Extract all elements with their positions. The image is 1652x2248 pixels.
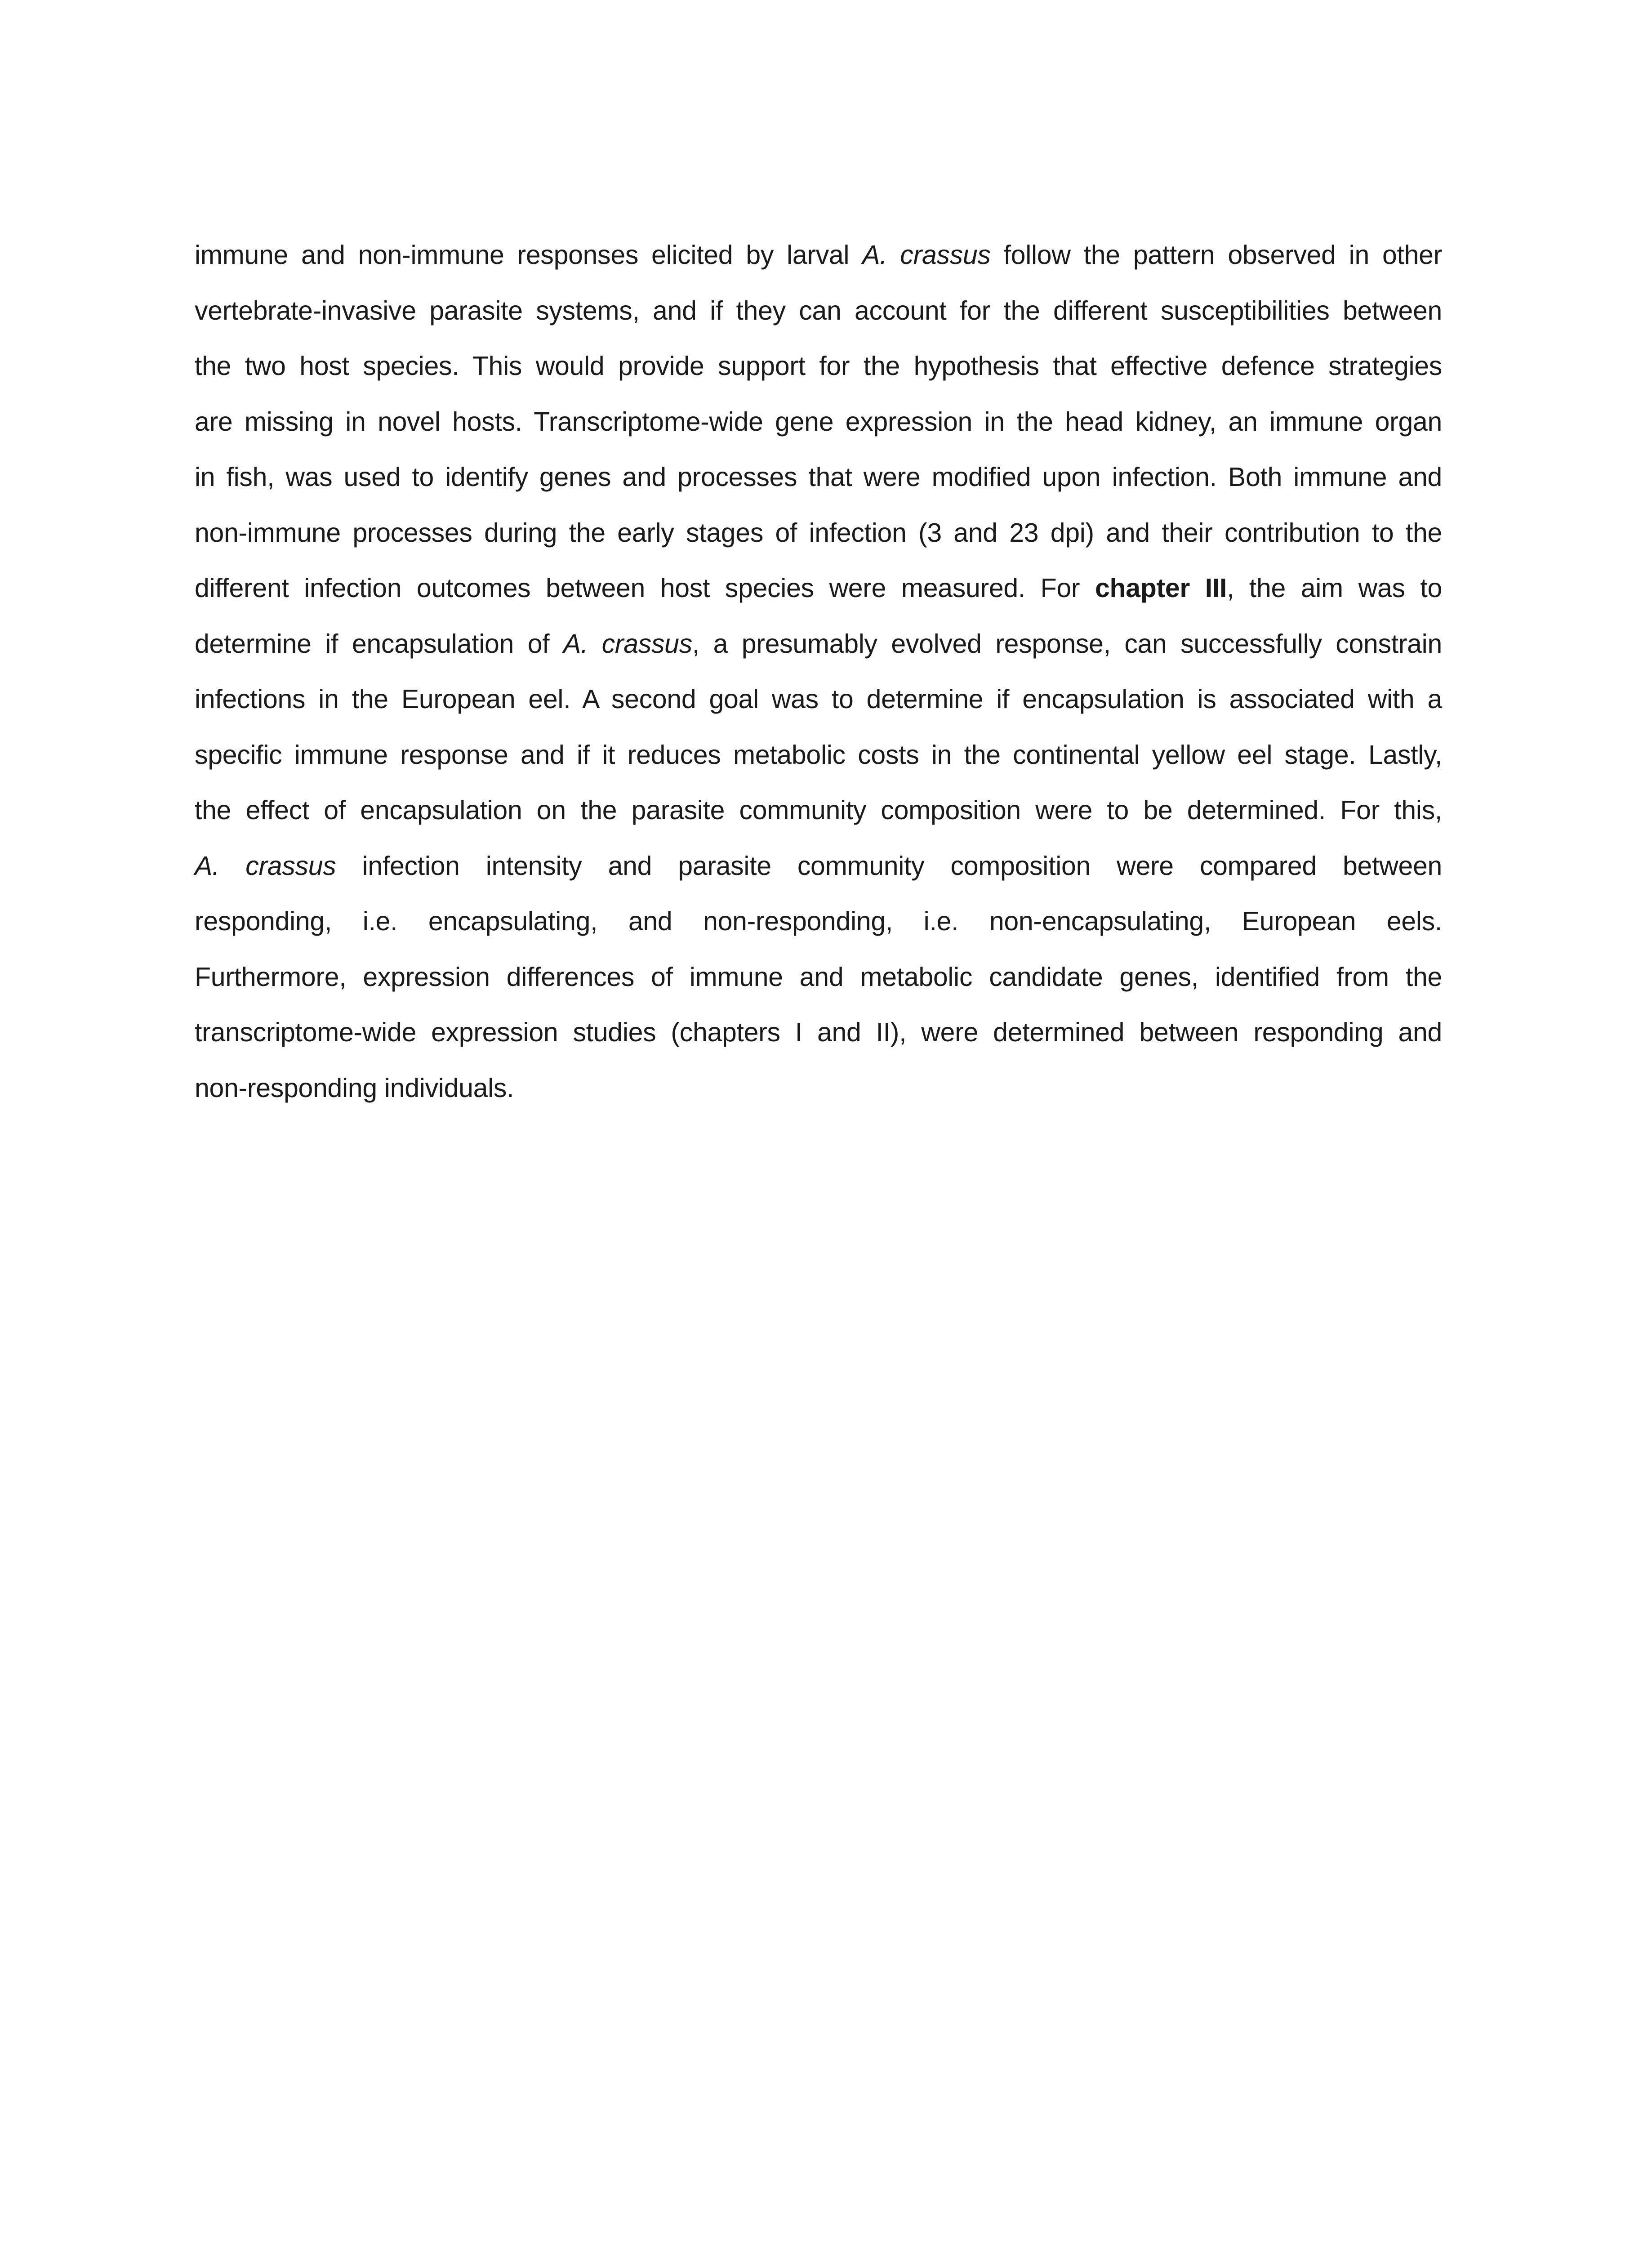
text-run: are missing in novel hosts. Transcriptome-wide gene expression in the head kidney, an immune organ — [195, 406, 1442, 437]
text-line — [195, 839, 1442, 894]
italic-run: A. crassus — [563, 629, 692, 659]
text-line — [195, 672, 1442, 727]
text-line — [195, 1061, 1442, 1116]
text-line — [195, 505, 1442, 561]
text-run: non-responding individuals. — [195, 1073, 514, 1103]
text-line — [195, 227, 1442, 283]
text-line — [195, 783, 1442, 839]
text-run: the two host species. This would provide support for the hypothesis that effective defence strategies — [195, 351, 1442, 381]
text-run: infection intensity and parasite community composition were compared between — [336, 851, 1442, 881]
text-run: in fish, was used to identify genes and processes that were modified upon infection. Both immune and — [195, 462, 1442, 492]
text-line — [195, 339, 1442, 394]
italic-run: A. crassus — [195, 851, 336, 881]
text-line — [195, 450, 1442, 505]
text-run: follow the pattern observed in other — [990, 240, 1442, 270]
italic-run: A. crassus — [862, 240, 991, 270]
text-line — [195, 616, 1442, 672]
text-line — [195, 950, 1442, 1005]
text-line — [195, 561, 1442, 616]
text-line — [195, 394, 1442, 450]
text-line — [195, 727, 1442, 783]
text-run: non-immune processes during the early stages of infection (3 and 23 dpi) and their contribution to the — [195, 517, 1442, 548]
text-run: different infection outcomes between host species were measured. For — [195, 573, 1095, 603]
text-run: , the aim was to — [1227, 573, 1442, 603]
body-paragraph — [195, 227, 1442, 1116]
text-run: immune and non-immune responses elicited by larval — [195, 240, 863, 270]
text-run: infections in the European eel. A second goal was to determine if encapsulation is associated with a — [195, 684, 1442, 714]
text-run: vertebrate-invasive parasite systems, and if they can account for the different susceptibilities between — [195, 295, 1442, 326]
text-line — [195, 894, 1442, 950]
text-run: transcriptome-wide expression studies (chapters I and II), were determined between responding and — [195, 1017, 1442, 1047]
text-run: specific immune response and if it reduces metabolic costs in the continental yellow eel stage. Lastly, — [195, 740, 1442, 770]
bold-run: chapter III — [1095, 573, 1227, 603]
text-run: , a presumably evolved response, can successfully constrain — [692, 629, 1442, 659]
text-line — [195, 1005, 1442, 1061]
text-line — [195, 283, 1442, 339]
text-run: determine if encapsulation of — [195, 629, 563, 659]
text-run: responding, i.e. encapsulating, and non-responding, i.e. non-encapsulating, European eels. — [195, 906, 1442, 936]
text-run: the effect of encapsulation on the parasite community composition were to be determined. For this, — [195, 795, 1442, 825]
text-run: Furthermore, expression differences of immune and metabolic candidate genes, identified from the — [195, 962, 1442, 992]
